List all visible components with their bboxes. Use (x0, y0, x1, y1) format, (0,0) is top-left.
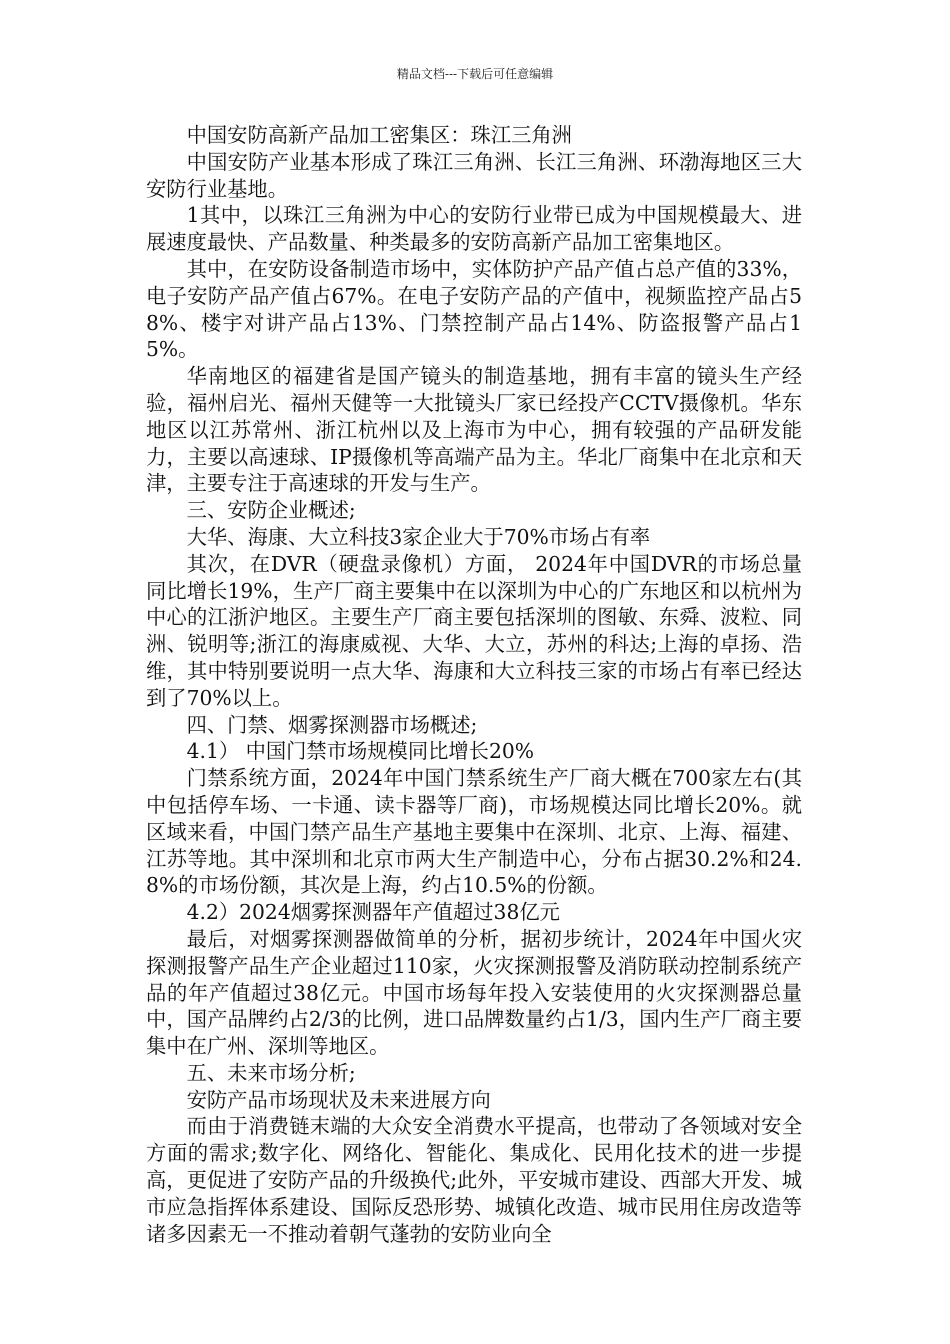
paragraph-smoke-detectors: 最后，对烟雾探测器做简单的分析，据初步统计，2024年中国火灾探测报警产品生产企业超过110家，火灾探测报警及消防联动控制系统产品的年产值超过38亿元。中国市场每年投入安装使用的火灾探测器总量中，国产品牌约占2/3的比例，进口品牌数量约占1/3，国内生产厂商主要集中在广州、深圳等地区。 (146, 926, 802, 1059)
section-heading-5: 五、未来市场分析; (186, 1060, 356, 1085)
subheading-future-direction: 安防产品市场现状及未来进展方向 (186, 1087, 491, 1112)
paragraph-output-share: 其中，在安防设备制造市场中，实体防护产品产值占总产值的33%，电子安防产品产值占67%。在电子安防产品的产值中，视频监控产品占58%、楼宇对讲产品占13%、门禁控制产品占14%、防盗报警产品占15%。 (146, 256, 802, 362)
paragraph-regional-manufacturing: 华南地区的福建省是国产镜头的制造基地，拥有丰富的镜头生产经验，福州启光、福州天健等一大批镜头厂家已经投产CCTV摄像机。华东地区以江苏常州、浙江杭州以及上海市为中心，拥有较强的产品研发能力，主要以高速球、IP摄像机等高端产品为主。华北厂商集中在北京和天津，主要专注于高速球的开发与生产。 (146, 364, 802, 496)
page-header: 精品文档---下载后可任意编辑 (396, 67, 554, 81)
paragraph-pearl-river-delta: 1其中，以珠江三角洲为中心的安防行业带已成为中国规模最大、进展速度最快、产品数量、种类最多的安防高新产品加工密集地区。 (146, 203, 802, 255)
subheading-4-2: 4.2）2024烟雾探测器年产值超过38亿元 (186, 900, 560, 925)
subheading-4-1: 4.1） 中国门禁市场规模同比增长20% (186, 739, 535, 764)
paragraph-dvr-market: 其次，在DVR（硬盘录像机）方面， 2024年中国DVR的市场总量同比增长19%，生产厂商主要集中在以深圳为中心的广东地区和以杭州为中心的江浙沪地区。主要生产厂商主要包括深圳的图敏、东舜、波粒、同洲、锐明等;浙江的海康威视、大华、大立，苏州的科达;上海的卓扬、浩维，其中特别要说明一点大华、海康和大立科技三家的市场占有率已经达到了70%以上。 (146, 551, 802, 710)
section-heading-3: 三、安防企业概述; (186, 498, 356, 523)
document-body (146, 122, 802, 1247)
subheading-market-share: 大华、海康、大立科技3家企业大于70%市场占有率 (186, 524, 651, 549)
section-heading-4: 四、门禁、烟雾探测器市场概述; (186, 712, 478, 737)
paragraph-industry-bases: 中国安防产业基本形成了珠江三角洲、长江三角洲、环渤海地区三大安防行业基地。 (146, 149, 802, 201)
paragraph-future-drivers: 而由于消费链末端的大众安全消费水平提高，也带动了各领域对安全方面的需求;数字化、网络化、智能化、集成化、民用化技术的进一步提高，更促进了安防产品的升级换代;此外，平安城市建设、西部大开发、城市应急指挥体系建设、国际反恐形势、城镇化改造、城市民用住房改造等诸多因素无一不推动着朝气蓬勃的安防业向全 (146, 1114, 802, 1246)
section-title-pearl-river-delta: 中国安防高新产品加工密集区：珠江三角洲 (186, 123, 572, 147)
paragraph-access-control: 门禁系统方面，2024年中国门禁系统生产厂商大概在700家左右(其中包括停车场、一卡通、读卡器等厂商)，市场规模达同比增长20%。就区域来看，中国门禁产品生产基地主要集中在深圳、北京、上海、福建、江苏等地。其中深圳和北京市两大生产制造中心，分布占据30.2%和24.8%的市场份额，其次是上海，约占10.5%的份额。 (146, 766, 802, 898)
